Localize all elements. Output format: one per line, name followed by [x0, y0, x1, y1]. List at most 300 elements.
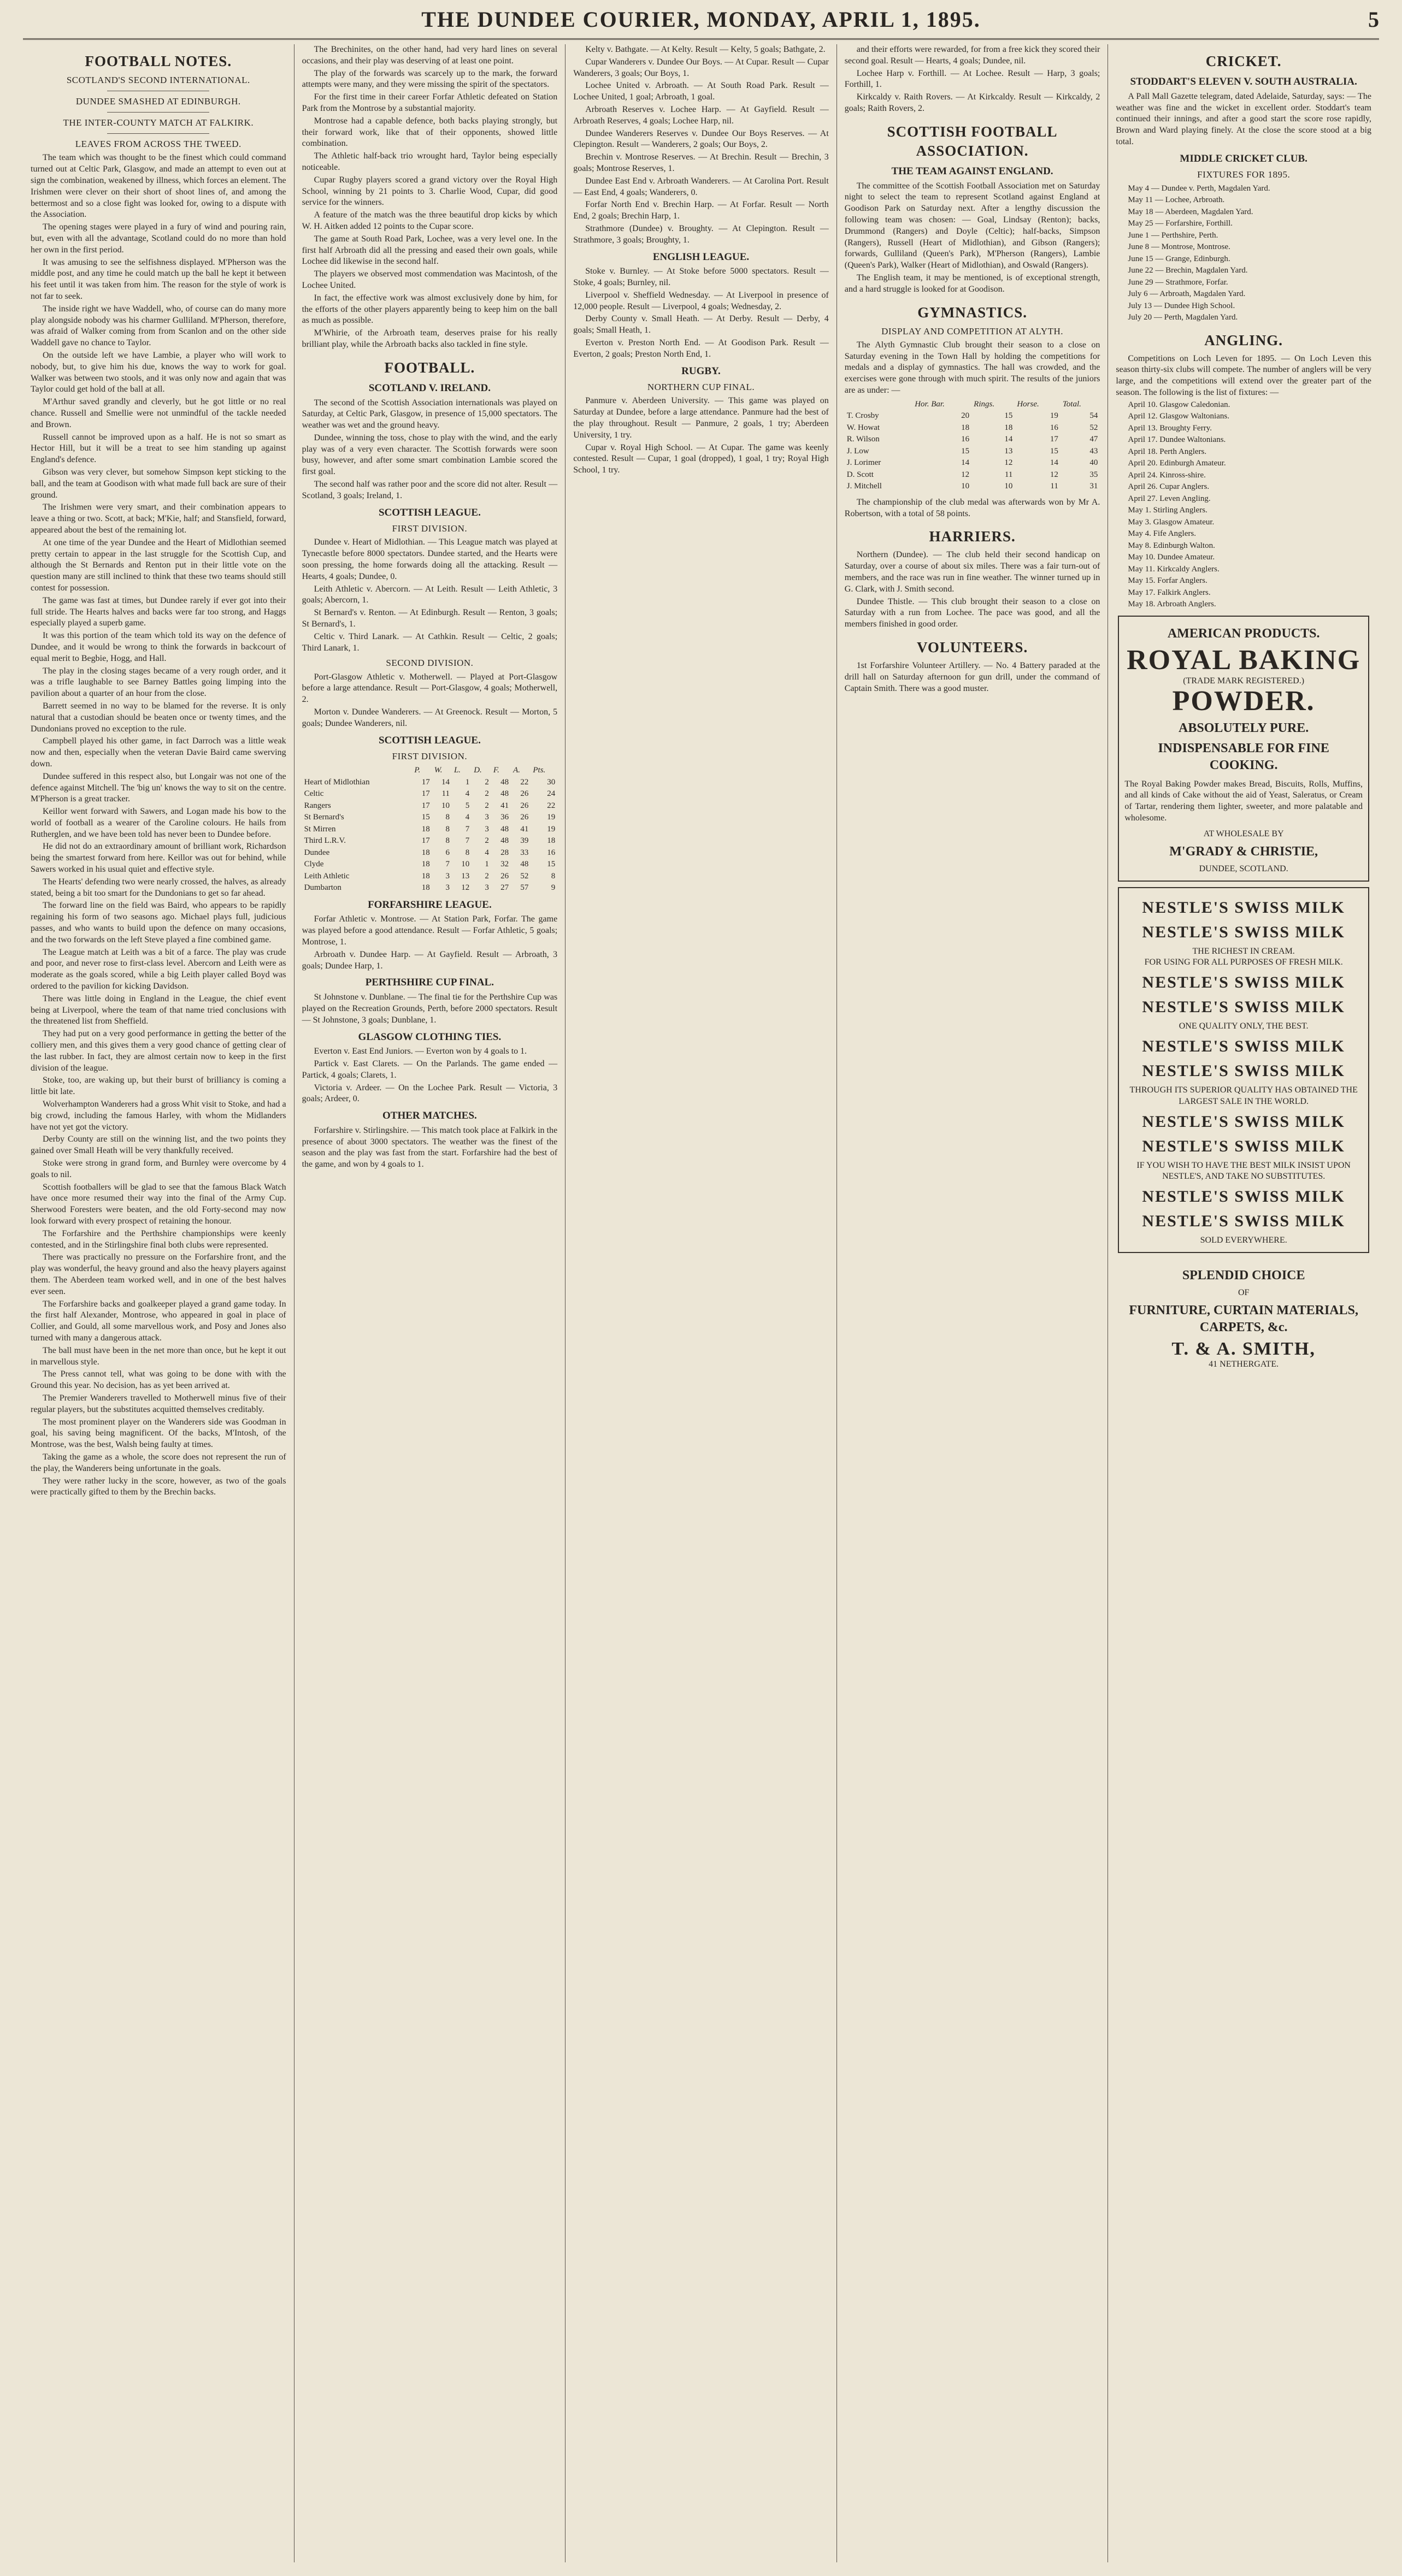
table-cell: 15: [421, 813, 430, 822]
rugby-body: [573, 395, 829, 476]
article-paragraph: The League match at Leith was a bit of a farce. The play was crude and poor, and never rose to first-class level. Abercorn and Leith were as moderate as the goals scored, while a big Leith player called Boyd was ordered to the pavilion for kicking Davidson.: [31, 947, 286, 991]
angling-line: April 24. Kinross-shire.: [1128, 470, 1206, 480]
table-cell: 17: [421, 777, 430, 787]
article-paragraph: The players we observed most commendation was Macintosh, of the Lochee United.: [302, 269, 558, 290]
match-report: Kirkcaldy v. Raith Rovers. — At Kirkcaldy. Result — Kirkcaldy, 2 goals; Raith Rovers, 2.: [844, 92, 1100, 113]
table-cell: 14: [441, 777, 450, 787]
masthead: [23, 0, 1379, 40]
clothing-ties-body: [302, 1046, 558, 1105]
article-paragraph: Gibson was very clever, but somehow Simpson kept sticking to the ball, and the team at Goodison with what made full back are sure of their ground.: [31, 467, 286, 500]
table-cell: 8: [465, 848, 470, 857]
fixture-line: June 22 — Brechin, Magdalen Yard.: [1128, 266, 1248, 275]
table-header-cell: L.: [453, 766, 461, 775]
league-table-header: [302, 765, 558, 777]
table-cell: 48: [520, 860, 529, 869]
league-row: [302, 800, 558, 812]
angling-line: May 4. Fife Anglers.: [1128, 529, 1196, 539]
fixture-line: July 13 — Dundee High School.: [1128, 301, 1235, 310]
table-cell: 4: [485, 848, 489, 857]
col4-top-body: [845, 44, 1100, 115]
nestle-line: NESTLE'S SWISS MILK: [1142, 1112, 1345, 1131]
table-cell: 27: [500, 883, 509, 893]
table-cell: 6: [445, 848, 450, 857]
article-paragraph: The second half was rather poor and the score did not alter. Result — Scotland, 3 goals; Ireland, 1.: [302, 480, 558, 500]
nestle-milk-ad: [1118, 887, 1369, 1253]
royal-baking-powder-ad: [1118, 616, 1369, 882]
table-cell: 1: [465, 777, 470, 787]
angling-line: May 11. Kirkcaldy Anglers.: [1128, 564, 1220, 574]
table-cell: 26: [520, 813, 529, 822]
gymnastics-body-2: [845, 497, 1100, 520]
alyth-display-heading: DISPLAY AND COMPETITION AT ALYTH.: [881, 326, 1064, 336]
col2-top-body: [302, 44, 558, 351]
nestle-purposes: FOR USING FOR ALL PURPOSES OF FRESH MILK.: [1144, 958, 1343, 967]
table-cell: 16: [961, 435, 970, 444]
table-cell: 41: [500, 801, 509, 810]
column-5: [1108, 44, 1379, 2562]
football-notes-sub-3: THE INTER-COUNTY MATCH AT FALKIRK.: [63, 117, 254, 128]
table-cell: 57: [520, 883, 529, 893]
table-cell: 10: [961, 482, 970, 491]
nestle-line: NESTLE'S SWISS MILK: [1142, 923, 1345, 941]
table-cell: 31: [1089, 482, 1098, 491]
table-cell: R. Wilson: [846, 435, 880, 444]
match-report: Dundee Wanderers Reserves v. Dundee Our Boys Reserves. — At Clepington. Result — Wanderers, 2 goals; Our Boys, 2.: [573, 128, 829, 150]
article-paragraph: There was practically no pressure on the Forfarshire front, and the play was wonderful, the heavy ground and also the heavy players against them. The Aberdeen team worked well, and in one of the best halves ever seen.: [31, 1252, 286, 1296]
table-cell: 16: [547, 848, 556, 857]
article-paragraph: In fact, the effective work was almost exclusively done by him, for the efforts of the other players apparently being to keep him on the ball as much as possible.: [302, 293, 558, 326]
table-cell: 18: [961, 423, 970, 432]
table-cell: J. Low: [846, 446, 869, 456]
table-cell: 18: [1004, 423, 1013, 432]
ad-american-products: AMERICAN PRODUCTS.: [1167, 626, 1320, 641]
table-cell: 20: [961, 411, 970, 421]
nestle-line: NESTLE'S SWISS MILK: [1142, 1037, 1345, 1055]
smith-address: 41 NETHERGATE.: [1209, 1359, 1279, 1369]
match-report: Forfar Athletic v. Montrose. — At Station Park, Forfar. The game was played before a good attendance. Result — Forfar Athletic, 5 goals; Montrose, 1.: [302, 914, 558, 947]
article-paragraph: 1st Forfarshire Volunteer Artillery. — No. 4 Battery paraded at the drill hall on Saturday afternoon for gun drill, under the command of Captain Smith. There was a good muster.: [844, 661, 1100, 693]
table-cell: 3: [445, 883, 450, 893]
fixture-line: June 1 — Perthshire, Perth.: [1128, 231, 1218, 240]
table-cell: Leith Athletic: [304, 871, 350, 881]
gymnast-row: [845, 457, 1100, 469]
nestle-insist: IF YOU WISH TO HAVE THE BEST MILK INSIST UPON NESTLE'S, AND TAKE NO SUBSTITUTES.: [1136, 1160, 1351, 1181]
table-cell: 19: [1050, 411, 1058, 421]
table-cell: 52: [520, 871, 529, 881]
table-cell: 12: [961, 470, 970, 479]
scottish-league-body: [302, 537, 558, 654]
table-cell: 18: [421, 824, 430, 834]
second-division-body: [302, 672, 558, 730]
football-heading: FOOTBALL.: [384, 359, 475, 376]
league-row: [302, 882, 558, 894]
match-report: Victoria v. Ardeer. — On the Lochee Park. Result — Victoria, 3 goals; Ardeer, 0.: [302, 1083, 558, 1104]
table-cell: 30: [547, 777, 556, 787]
table-cell: Celtic: [304, 789, 324, 799]
article-paragraph: A feature of the match was the three beautiful drop kicks by which W. H. Aitken added 12 points to the Cupar score.: [302, 210, 558, 231]
football-notes-body: [31, 152, 286, 1498]
nestle-line: NESTLE'S SWISS MILK: [1142, 1061, 1345, 1080]
angling-line: May 15. Forfar Anglers.: [1128, 576, 1207, 586]
angling-line: May 10. Dundee Amateur.: [1128, 553, 1215, 562]
table-cell: 52: [1089, 423, 1098, 432]
angling-body: [1116, 353, 1371, 399]
table-cell: 54: [1089, 411, 1098, 421]
table-cell: 11: [1050, 482, 1058, 491]
article-paragraph: For the first time in their career Forfar Athletic defeated on Station Park from the Montrose by a substantial majority.: [302, 92, 558, 113]
ad-body: The Royal Baking Powder makes Bread, Biscuits, Rolls, Muffins, and all kinds of Cake without the aid of Yeast, Saleratus, or Cream of Tartar, rendering them lighter, sweeter, and more palatable and wholesome.: [1124, 779, 1363, 823]
fixtures-heading: FIXTURES FOR 1895.: [1197, 169, 1291, 180]
table-cell: 7: [465, 836, 470, 846]
league-table-title: SCOTTISH LEAGUE.: [378, 734, 481, 746]
nestle-line: NESTLE'S SWISS MILK: [1142, 898, 1345, 917]
angling-line: May 8. Edinburgh Walton.: [1128, 541, 1215, 550]
article-paragraph: On the outside left we have Lambie, a player who will work to nobody, but, to give him his due, knows the way to work for goal. Walker was between two stools, and it was only now and again that was Taylor could get hold of the ball at all.: [31, 351, 286, 394]
article-paragraph: The play in the closing stages became of a very rough order, and it was a trifle laughable to see Barney Battles going limping into the pavilion about a quarter of an hour from the close.: [31, 666, 286, 699]
match-report: Dundee v. Heart of Midlothian. — This League match was played at Tynecastle before 8000 spectators. Dundee started, and the Hearts were soon pressing, the home forwards doing all the attacking. Result — Hearts, 4 goals; Dundee, 0.: [302, 537, 558, 581]
table-cell: 33: [520, 848, 529, 857]
article-paragraph: The play of the forwards was scarcely up to the mark, the forward attempts were many, and they were missing the spirit of the spectators.: [302, 68, 558, 90]
article-paragraph: Dundee suffered in this respect also, but Longair was not one of the defence against Mitchell. The 'big un' knows the way to sit on the centre. M'Pherson is a great tracker.: [31, 771, 286, 804]
table-cell: 2: [485, 789, 489, 799]
article-paragraph: At one time of the year Dundee and the Heart of Midlothian seemed pretty certain to appear in the last struggle for the Scottish Cup, and although the St Bernards and Renton put in their little vote on the question many are still inclined to think that these two teams should still contest for possession.: [31, 537, 286, 593]
english-league-heading: ENGLISH LEAGUE.: [652, 251, 750, 263]
table-cell: 3: [445, 871, 450, 881]
match-report: Celtic v. Third Lanark. — At Cathkin. Result — Celtic, 2 goals; Third Lanark, 1.: [302, 631, 558, 653]
gymnast-row: [845, 434, 1100, 446]
article-paragraph: Stoke, too, are waking up, but their burst of brilliancy is coming a little bit late.: [31, 1076, 286, 1097]
article-paragraph: Northern (Dundee). — The club held their second handicap on Saturday, over a course of about six miles. There was a fair turn-out of members, and the race was run in fine weather. The winner turned up in G. Clark, with J. Smith second.: [844, 550, 1100, 594]
table-cell: 26: [520, 801, 529, 810]
table-cell: 9: [551, 883, 556, 893]
article-paragraph: The Irishmen were very smart, and their combination appears to leave a thing or two. Scott, at back; M'Kie, half; and Stansfield, forward, appeared about the best of the remaining lot.: [31, 503, 286, 535]
ad-dundee: DUNDEE, SCOTLAND.: [1199, 864, 1288, 873]
gymnast-row: [845, 446, 1100, 458]
smith-furniture-ad: [1118, 1259, 1369, 1376]
match-report: Leith Athletic v. Abercorn. — At Leith. Result — Leith Athletic, 3 goals; Abercorn, 1.: [302, 584, 558, 605]
masthead-title: THE DUNDEE COURIER, MONDAY, APRIL 1, 1895.: [421, 7, 981, 32]
table-cell: T. Crosby: [846, 411, 879, 421]
match-report: Everton v. East End Juniors. — Everton won by 4 goals to 1.: [314, 1047, 527, 1056]
table-cell: 3: [485, 883, 489, 893]
table-header-cell: A.: [513, 766, 521, 775]
table-cell: 48: [500, 836, 509, 846]
fixture-line: June 15 — Grange, Edinburgh.: [1128, 254, 1230, 263]
smith-of: OF: [1238, 1288, 1250, 1298]
table-cell: 14: [961, 458, 970, 468]
harriers-heading: HARRIERS.: [929, 528, 1016, 545]
article-paragraph: The English team, it may be mentioned, is of exceptional strength, and a hard struggle is looked for at Goodison.: [844, 273, 1100, 294]
column-3: [565, 44, 837, 2562]
match-report: Dundee East End v. Arbroath Wanderers. — At Carolina Port. Result — East End, 4 goals; Wanderers, 0.: [573, 176, 829, 197]
nestle-quality: ONE QUALITY ONLY, THE BEST.: [1179, 1021, 1309, 1031]
nestle-richest: THE RICHEST IN CREAM.: [1192, 946, 1295, 956]
table-header-cell: D.: [474, 766, 482, 775]
angling-line: May 17. Falkirk Anglers.: [1128, 588, 1211, 597]
table-cell: Dundee: [304, 848, 330, 857]
fixture-line: June 29 — Strathmore, Forfar.: [1128, 277, 1228, 287]
table-cell: 48: [500, 777, 509, 787]
league-row: [302, 777, 558, 789]
second-division-heading: SECOND DIVISION.: [386, 658, 474, 669]
harriers-body: [845, 550, 1100, 630]
league-row: [302, 812, 558, 824]
table-cell: St Mirren: [304, 824, 336, 834]
table-cell: 2: [485, 836, 489, 846]
fixture-line: June 8 — Montrose, Montrose.: [1128, 243, 1230, 252]
angling-line: April 27. Leven Angling.: [1128, 494, 1211, 503]
table-cell: 39: [520, 836, 529, 846]
table-cell: 5: [465, 801, 470, 810]
league-row: [302, 859, 558, 871]
article-paragraph: He did not do an extraordinary amount of brilliant work, Richardson being the smartest forward from here. Keillor was out for behind, while Sawers worked in his usual quiet and effective style.: [31, 842, 286, 875]
table-cell: 15: [1004, 411, 1013, 421]
angling-list: [1116, 400, 1371, 610]
article-paragraph: The game at South Road Park, Lochee, was a very level one. In the first half Arbroath did all the pressing and eased their own goals, while Lochee did likewise in the second half.: [302, 234, 558, 267]
match-report: Cupar Wanderers v. Dundee Our Boys. — At Cupar. Result — Cupar Wanderers, 3 goals; Our Boys, 1.: [573, 57, 829, 78]
fixture-line: July 20 — Perth, Magdalen Yard.: [1128, 313, 1238, 322]
match-report: Derby County v. Small Heath. — At Derby. Result — Derby, 4 goals; Small Heath, 1.: [573, 314, 829, 335]
table-cell: 10: [461, 860, 470, 869]
table-cell: 22: [520, 777, 529, 787]
fixture-line: May 11 — Lochee, Arbroath.: [1128, 196, 1225, 205]
angling-heading: ANGLING.: [1204, 332, 1283, 348]
table-cell: J. Mitchell: [846, 482, 882, 491]
first-division-heading: FIRST DIVISION.: [392, 523, 468, 534]
column-2: [294, 44, 566, 2562]
article-paragraph: It was amusing to see the selfishness displayed. M'Pherson was the middle post, and any time he could match up the ball he kept it between his feet until it was taken from him. The reason for the style of work is not far to seek.: [31, 257, 286, 302]
table-header-cell: P.: [414, 766, 421, 775]
ad-wholesale: AT WHOLESALE BY: [1203, 829, 1284, 838]
match-report: Arbroath v. Dundee Harp. — At Gayfield. Result — Arbroath, 3 goals; Dundee Harp, 1.: [302, 949, 558, 971]
stoddart-heading: STODDART'S ELEVEN V. SOUTH AUSTRALIA.: [1130, 76, 1357, 88]
table-cell: 7: [445, 860, 450, 869]
table-cell: 8: [551, 871, 556, 881]
english-league-body: [573, 266, 829, 360]
match-report: Liverpool v. Sheffield Wednesday. — At Liverpool in presence of 12,000 people. Result — Liverpool, 4 goals; Wednesday, 2.: [573, 290, 829, 311]
perthshire-cup-body: [302, 992, 558, 1026]
table-cell: 43: [1089, 446, 1098, 456]
angling-line: April 12. Glasgow Waltonians.: [1128, 412, 1229, 421]
table-cell: 15: [547, 860, 556, 869]
match-report: Arbroath Reserves v. Lochee Harp. — At Gayfield. Result — Arbroath Reserves, 4 goals; Lochee Harp, nil.: [573, 104, 829, 126]
table-header-cell: [302, 765, 413, 777]
rugby-heading: RUGBY.: [681, 365, 721, 377]
table-header-cell: Pts.: [533, 766, 546, 775]
table-cell: 26: [500, 871, 509, 881]
article-paragraph: Wolverhampton Wanderers had a gross Whit visit to Stoke, and had a big crowd, including the famous Harley, with whom the Midlanders have not yet got the victory.: [31, 1100, 286, 1132]
table-cell: 17: [421, 789, 430, 799]
table-cell: 11: [441, 789, 450, 799]
article-paragraph: It was this portion of the team which told its way on the defence of Dundee, and it would be wrong to think the forwards in backcourt of equal merit to Begbie, Hogg, and Hall.: [31, 631, 286, 663]
angling-line: April 10. Glasgow Caledonian.: [1128, 400, 1230, 409]
table-cell: 18: [421, 871, 430, 881]
article-paragraph: The ball must have been in the net more than once, but he kept it out in marvellous style.: [31, 1345, 286, 1367]
match-report: Strathmore (Dundee) v. Broughty. — At Clepington. Result — Strathmore, 3 goals; Broughty, 1.: [573, 223, 829, 245]
table-cell: 41: [520, 824, 529, 834]
angling-line: April 17. Dundee Waltonians.: [1128, 435, 1226, 445]
fixture-line: May 25 — Forfarshire, Forthill.: [1128, 219, 1233, 228]
page-number: 5: [1368, 7, 1379, 32]
angling-line: May 3. Glasgow Amateur.: [1128, 517, 1215, 527]
table-cell: 36: [500, 813, 509, 822]
fixtures-list: [1116, 184, 1371, 323]
angling-line: April 26. Cupar Anglers.: [1128, 482, 1210, 492]
match-report: Cupar v. Royal High School. — At Cupar. The game was keenly contested. Result — Cupar, 1 goal (dropped), 1 goal, 1 try; Royal High School, 1 try.: [573, 442, 829, 475]
gymnastics-table: [845, 399, 1100, 493]
article-paragraph: The forward line on the field was Baird, who appears to be rapidly regaining his form of two seasons ago. Michael plays full, judicious passes, and who wants to build upon the defence on many occasions, and the two forwards on the left Steve played a fine combined game.: [31, 901, 286, 944]
ad-powder: POWDER.: [1172, 686, 1315, 717]
angling-line: April 13. Broughty Ferry.: [1128, 423, 1212, 433]
match-report: Kelty v. Bathgate. — At Kelty. Result — Kelty, 5 goals; Bathgate, 2.: [585, 45, 826, 54]
table-cell: Dumbarton: [304, 883, 341, 893]
table-cell: 12: [1004, 458, 1013, 468]
volunteers-body: [845, 660, 1100, 694]
gymnastics-heading: GYMNASTICS.: [917, 304, 1027, 321]
table-header-cell: [845, 399, 912, 411]
article-paragraph: Montrose had a capable defence, both backs playing strongly, but their forward work, like that of their opponents, showed little combination.: [302, 116, 558, 149]
table-cell: 17: [421, 836, 430, 846]
table-cell: 12: [461, 883, 470, 893]
article-paragraph: The Press cannot tell, what was going to be done with with the Ground this year. No decision, has as yet been arrived at.: [31, 1369, 286, 1391]
league-row: [302, 847, 558, 859]
gymnast-row: [845, 410, 1100, 422]
table-cell: Clyde: [304, 860, 324, 869]
league-table-sub: FIRST DIVISION.: [392, 751, 468, 762]
table-cell: 13: [461, 871, 470, 881]
fixture-line: May 18 — Aberdeen, Magdalen Yard.: [1128, 207, 1253, 216]
article-paragraph: M'Whirie, of the Arbroath team, deserves praise for his really brilliant play, while the Arbroath backs also tackled in fine style.: [302, 328, 558, 349]
ad-royal-baking: ROYAL BAKING: [1127, 645, 1361, 676]
league-row: [302, 824, 558, 836]
ad-trade-mark: (TRADE MARK REGISTERED.): [1183, 676, 1305, 686]
table-header-cell: Horse.: [1017, 399, 1039, 409]
table-cell: 8: [445, 824, 450, 834]
article-paragraph: The championship of the club medal was afterwards won by Mr A. Robertson, with a total of 58 points.: [844, 497, 1100, 518]
table-cell: St Bernard's: [304, 813, 344, 822]
table-header-cell: Hor. Bar.: [915, 399, 945, 409]
article-paragraph: The game was fast at times, but Dundee rarely if ever got into their full stride. The Hearts halves and backs were far too strong, and Haggs especially played a superb game.: [31, 595, 286, 628]
col3-top-body: [573, 44, 829, 246]
scottish-league-heading: SCOTTISH LEAGUE.: [378, 506, 481, 518]
gymnastics-table-header: [845, 399, 1100, 411]
divider: [107, 133, 209, 134]
table-cell: Heart of Midlothian: [304, 777, 370, 787]
article-paragraph: They had put on a very good performance in getting the better of the colliery men, and this gives them a very good chance of getting clear of the last rubber. In fact, they are almost certain now to keep in the first division of the league.: [31, 1029, 286, 1073]
league-table: [302, 765, 558, 894]
table-cell: 48: [500, 789, 509, 799]
table-cell: W. Howat: [846, 423, 880, 432]
column-4: [837, 44, 1109, 2562]
gymnastics-body: [845, 340, 1100, 397]
table-header-cell: Total.: [1062, 399, 1081, 409]
nestle-line: NESTLE'S SWISS MILK: [1142, 1212, 1345, 1231]
table-cell: 10: [1004, 482, 1013, 491]
match-report: St Bernard's v. Renton. — At Edinburgh. Result — Renton, 3 goals; St Bernard's, 1.: [302, 608, 558, 629]
football-notes-heading: FOOTBALL NOTES.: [85, 53, 232, 69]
angling-line: May 1. Stirling Anglers.: [1128, 506, 1207, 515]
article-paragraph: The Athletic half-back trio wrought hard, Taylor being especially noticeable.: [302, 151, 558, 172]
table-header-cell: F.: [493, 766, 499, 775]
forfarshire-league-heading: FORFARSHIRE LEAGUE.: [368, 899, 492, 911]
match-report: Everton v. Preston North End. — At Goodison Park. Result — Everton, 2 goals; Preston North End, 1.: [573, 338, 829, 359]
divider: [107, 112, 209, 113]
column-1: [23, 44, 294, 2562]
article-paragraph: The Hearts' defending two were nearly crossed, the halves, as already stated, being a bit too smart for the Dundonians to get so far ahead.: [31, 877, 286, 898]
cricket-heading: CRICKET.: [1205, 53, 1282, 69]
table-cell: 1: [485, 860, 489, 869]
fixture-line: July 6 — Arbroath, Magdalen Yard.: [1128, 289, 1246, 299]
smith-name: T. & A. SMITH,: [1171, 1339, 1316, 1360]
article-paragraph: Competitions on Loch Leven for 1895. — On Loch Leven this season thirty-six clubs will compete. The number of anglers will be very large, and the competitions will extend over the greater part of the season. The following is the list of fixtures: —: [1116, 353, 1371, 398]
scotland-ireland-body: [302, 398, 558, 502]
match-report: Brechin v. Montrose Reserves. — At Brechin. Result — Brechin, 3 goals; Montrose Reserves, 1.: [573, 152, 829, 173]
nestle-line: NESTLE'S SWISS MILK: [1142, 1187, 1345, 1206]
cricket-body: [1116, 91, 1371, 148]
article-paragraph: The committee of the Scottish Football Association met on Saturday night to select the team to represent Scotland against England at Goodison Park on Saturday next. After a lengthy discussion the following team was chosen: — Goal, Lindsay (Renton); backs, Drummond (Rangers) and Doyle (Celtic); half-backs, Simpson (Rangers), Russell (Heart of Midlothian), and Gibson (Rangers); forwards, Gulliland (Queen's Park), M'Pherson (Rangers), Lambie (Queen's Park), Walker (Heart of Midlothian), and Oswald (Rangers).: [844, 181, 1100, 270]
league-row: [302, 788, 558, 800]
match-report: Lochee Harp v. Forthill. — At Lochee. Result — Harp, 3 goals; Forthill, 1.: [844, 68, 1100, 90]
table-cell: D. Scott: [846, 470, 874, 479]
football-notes-sub-1: SCOTLAND'S SECOND INTERNATIONAL.: [66, 75, 250, 86]
match-report: Panmure v. Aberdeen University. — This game was played on Saturday at Dundee, before a large attendance. Panmure had the best of the play throughout. Result — Panmure, 2 goals, 1 try; Aberdeen University, 1 try.: [573, 396, 829, 440]
table-cell: 2: [485, 777, 489, 787]
ad-indispensable: INDISPENSABLE FOR FINE COOKING.: [1158, 741, 1329, 773]
table-cell: 4: [465, 813, 470, 822]
match-report: Forfarshire v. Stirlingshire. — This match took place at Falkirk in the presence of about 3000 spectators. The weather was the finest of the season and the play was fast from the start. Forfarshire had the best of the game, and won by 4 goals to 1.: [302, 1125, 558, 1169]
other-matches-body: [302, 1125, 558, 1171]
article-paragraph: Barrett seemed in no way to be blamed for the reverse. It is only natural that a custodian should be beaten once or twenty times, and the Dundonians proved no exception to the rule.: [31, 701, 286, 734]
nestle-line: NESTLE'S SWISS MILK: [1142, 1137, 1345, 1155]
article-paragraph: The team which was thought to be the finest which could command turned out at Celtic Park, Glasgow, and made an attempt to even out at sign the combination, weakened by illness, which forces an element. The Irishmen were clever on their short of shoot lines of, and among the bettermost and so a close fight was looked for, owing to a dispute with the Association.: [31, 153, 286, 220]
scotland-ireland-heading: SCOTLAND V. IRELAND.: [368, 382, 491, 394]
article-paragraph: The inside right we have Waddell, who, of course can do many more play alongside nobody was his charmer Gulliland. M'Pherson, therefore, was afraid of Walker coming from from Scanlon and on the other side Waddell gave no chance to Taylor.: [31, 304, 286, 348]
table-cell: 32: [500, 860, 509, 869]
match-report: Stoke v. Burnley. — At Stoke before 5000 spectators. Result — Stoke, 4 goals; Burnley, nil.: [573, 267, 829, 288]
match-report: Morton v. Dundee Wanderers. — At Greenock. Result — Morton, 5 goals; Dundee Wanderers, nil.: [302, 707, 558, 728]
article-paragraph: Cupar Rugby players scored a grand victory over the Royal High School, winning by 21 points to 3. Charlie Wood, Cupar, did good service for the winners.: [302, 175, 558, 208]
table-cell: 28: [500, 848, 509, 857]
article-paragraph: The second of the Scottish Association internationals was played on Saturday, at Celtic Park, Glasgow, in presence of 15,000 spectators. The weather was wet and the ground heavy.: [302, 398, 558, 430]
match-report: Forfar North End v. Brechin Harp. — At Forfar. Result — North End, 2 goals; Brechin Harp, 1.: [573, 200, 829, 221]
football-notes-sub-4: LEAVES FROM ACROSS THE TWEED.: [75, 139, 241, 150]
northern-cup-heading: NORTHERN CUP FINAL.: [647, 382, 755, 393]
table-cell: 14: [1050, 458, 1058, 468]
table-header-cell: Rings.: [974, 399, 995, 409]
table-cell: 35: [1089, 470, 1098, 479]
table-cell: 18: [421, 848, 430, 857]
table-cell: 24: [547, 789, 556, 799]
match-report: Port-Glasgow Athletic v. Motherwell. — Played at Port-Glasgow before a large attendance. Result — Port-Glasgow, 4 goals; Motherwell, 2.: [302, 672, 558, 705]
article-paragraph: The Alyth Gymnastic Club brought their season to a close on Saturday evening in the Town Hall by holding the competitions for medals and a display of gymnastics. The hall was crowded, and the exercises were gone through with much spirit. The results of the juniors are as under: —: [844, 340, 1100, 395]
article-paragraph: A Pall Mall Gazette telegram, dated Adelaide, Saturday, says: — The weather was fine and the wicket in excellent order. Stoddart's team continued their innings, and after a good start the score rose rapidly, Brown and Ward playing finely. At the close the score stood at a big total.: [1116, 91, 1371, 146]
article-paragraph: Keillor went forward with Sawers, and Logan made his bow to the world of football as a wearer of the Caroline colours. He hails from Rutherglen, and we have been told has never been to Dundee before.: [31, 807, 286, 839]
table-cell: Rangers: [304, 801, 331, 810]
forfarshire-league-body: [302, 914, 558, 972]
angling-line: April 18. Perth Anglers.: [1128, 447, 1207, 456]
table-cell: 22: [547, 801, 556, 810]
match-report: Partick v. East Clarets. — On the Parlands. The game ended — Partick, 4 goals; Clarets, 1.: [302, 1059, 558, 1080]
article-paragraph: The Forfarshire and the Perthshire championships were keenly contested, and in the Stirlingshire final both clubs were represented.: [31, 1228, 286, 1250]
table-cell: 3: [485, 824, 489, 834]
match-report: Lochee United v. Arbroath. — At South Road Park. Result — Lochee United, 1 goal; Arbroath, 1 goal.: [573, 81, 829, 102]
table-cell: 17: [1050, 435, 1058, 444]
fixture-line: May 4 — Dundee v. Perth, Magdalen Yard.: [1128, 184, 1270, 193]
table-cell: 13: [1004, 446, 1013, 456]
league-row: [302, 835, 558, 847]
table-cell: 11: [1004, 470, 1013, 479]
team-against-england-heading: THE TEAM AGAINST ENGLAND.: [891, 165, 1053, 177]
